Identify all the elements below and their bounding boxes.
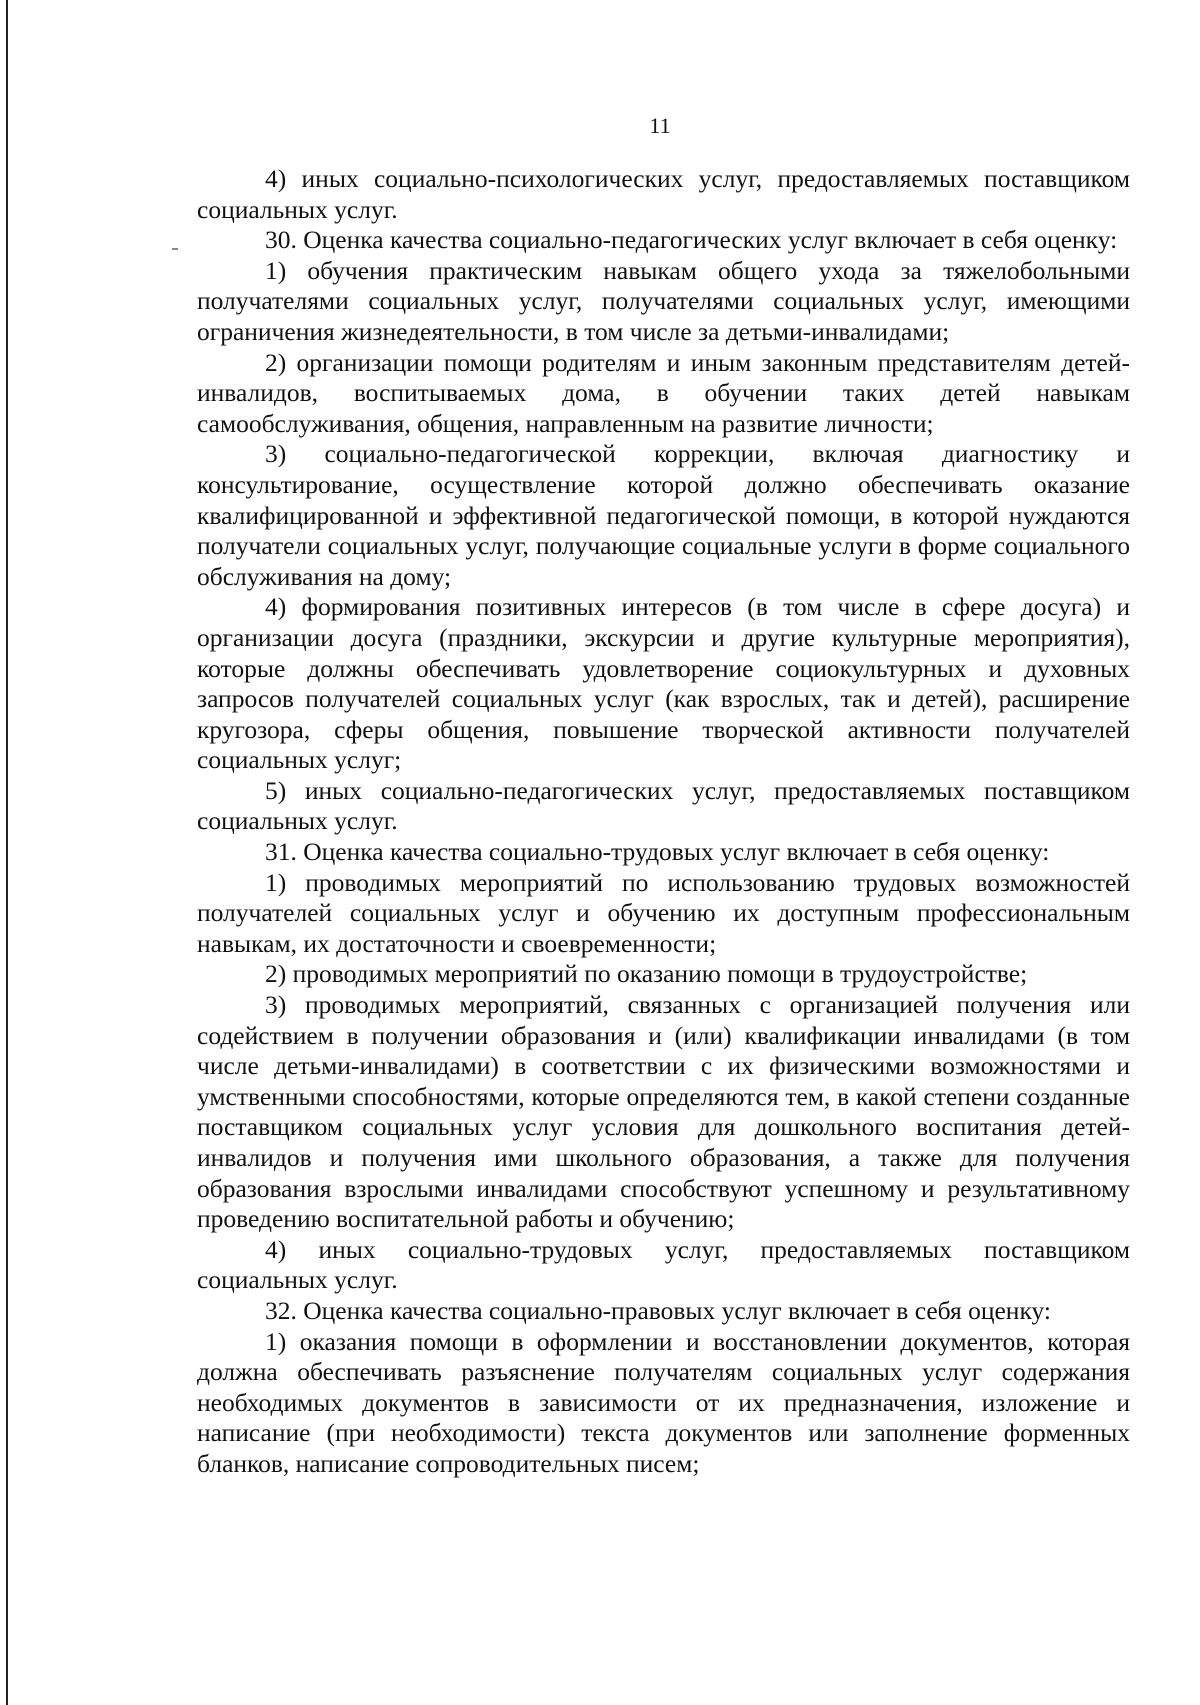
paragraph: 2) организации помощи родителям и иным законным представителям детей-инвалидов, воспитываемых дома, в обучении таких детей навыкам самообслуживания, общения, направленным на развитие личности;	[197, 347, 1130, 438]
paragraph: 30. Оценка качества социально-педагогических услуг включает в себя оценку:	[265, 225, 1118, 255]
paragraph: 3) социально-педагогической коррекции, включая диагностику и консультирование, осуществление которой должно обеспечивать оказание квалифицированной и эффективной педагогической помощи, в которой нуждаются получатели социальных услуг, получающие социальные услуги в форме социального обслуживания на дому;	[197, 439, 1130, 591]
paragraph: 4) иных социально-трудовых услуг, предоставляемых поставщиком социальных услуг.	[197, 1234, 1130, 1295]
paragraph: 31. Оценка качества социально-трудовых услуг включает в себя оценку:	[265, 837, 1050, 867]
page-number: 11	[649, 113, 671, 138]
paragraph: 1) оказания помощи в оформлении и восстановлении документов, которая должна обеспечивать разъяснение получателям социальных услуг содержания необходимых документов в зависимости от их предназначения, изложение и написание (при необходимости) текста документов или заполнение форменных бланков, написание сопроводительных писем;	[197, 1326, 1130, 1478]
paragraph: 3) проводимых мероприятий, связанных с организацией получения или содействием в получении образования и (или) квалификации инвалидами (в том числе детьми-инвалидами) в соответствии с их физическими возможностями и умственными способностями, которые определяются тем, в какой степени созданные поставщиком социальных услуг условия для дошкольного воспитания детей-инвалидов и получения ими школьного образования, а также для получения образования взрослыми инвалидами способствуют успешному и результативному проведению воспитательной работы и обучению;	[197, 990, 1130, 1234]
paragraph: 4) формирования позитивных интересов (в том числе в сфере досуга) и организации досуга (праздники, экскурсии и другие культурные мероприятия), которые должны обеспечивать удовлетворение социокультурных и духовных запросов получателей социальных услуг (как взрослых, так и детей), расширение кругозора, сферы общения, повышение творческой активности получателей социальных услуг;	[197, 592, 1130, 775]
scan-margin-mark	[172, 248, 178, 250]
paragraph: 2) проводимых мероприятий по оказанию помощи в трудоустройстве;	[265, 959, 1028, 989]
paragraph: 1) обучения практическим навыкам общего ухода за тяжелобольными получателями социальных услуг, получателями социальных услуг, имеющими ограничения жизнедеятельности, в том числе за детьми-инвалидами;	[197, 255, 1130, 346]
paragraph: 32. Оценка качества социально-правовых услуг включает в себя оценку:	[265, 1295, 1051, 1325]
paragraph: 1) проводимых мероприятий по использованию трудовых возможностей получателей социальных услуг и обучению их доступным профессиональным навыкам, их достаточности и своевременности;	[197, 867, 1130, 958]
scan-edge-line	[6, 0, 8, 1705]
paragraph: 5) иных социально-педагогических услуг, предоставляемых поставщиком социальных услуг.	[197, 775, 1130, 836]
document-body	[197, 164, 1130, 1480]
paragraph: 4) иных социально-психологических услуг, предоставляемых поставщиком социальных услуг.	[197, 164, 1130, 224]
